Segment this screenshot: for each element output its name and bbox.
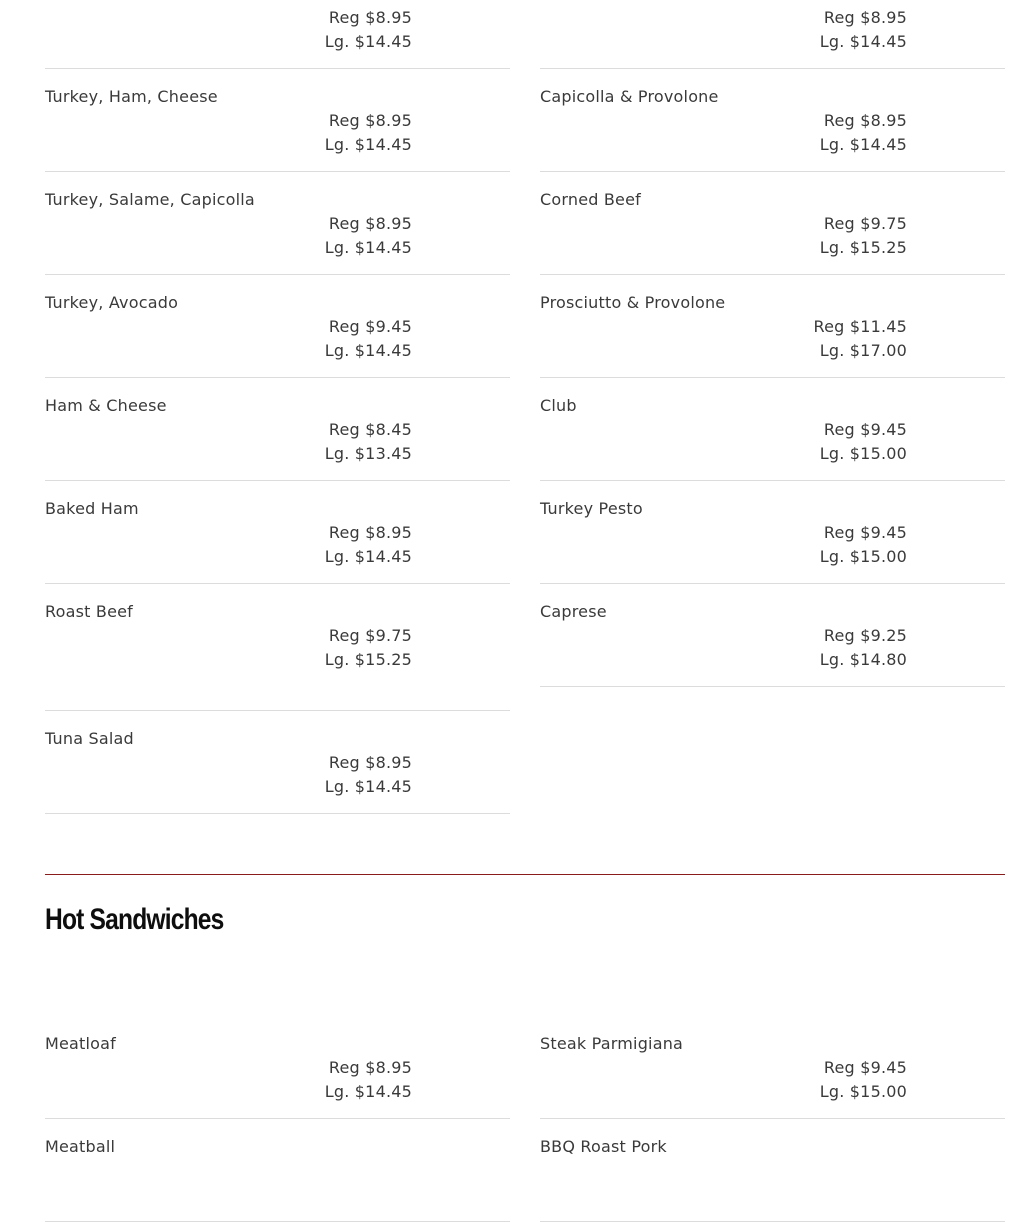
item-name: Steak Parmigiana	[540, 1034, 684, 1053]
regular-price: Reg $11.45	[813, 317, 907, 336]
menu-item	[540, 378, 1005, 481]
large-price: Lg. $14.45	[324, 238, 412, 257]
regular-price: Reg $8.95	[328, 8, 412, 27]
regular-price: Reg $9.75	[823, 214, 907, 233]
section-title-hot-sandwiches: Hot Sandwiches	[45, 903, 224, 936]
item-name: Caprese	[540, 602, 607, 621]
item-name: Roast Beef	[45, 602, 133, 621]
menu-item	[45, 172, 510, 275]
regular-price: Reg $8.95	[823, 8, 907, 27]
regular-price: Reg $9.45	[823, 1058, 907, 1077]
item-name: Turkey, Salame, Capicolla	[45, 190, 255, 209]
item-name: Club	[540, 396, 577, 415]
menu-item	[540, 1119, 1005, 1222]
menu-item-partial	[45, 0, 510, 69]
regular-price: Reg $9.25	[823, 626, 907, 645]
menu-item	[45, 711, 510, 814]
menu-item	[540, 1016, 1005, 1119]
item-name: Corned Beef	[540, 190, 641, 209]
regular-price: Reg $9.45	[328, 317, 412, 336]
item-name: Capicolla & Provolone	[540, 87, 719, 106]
large-price: Lg. $15.00	[819, 444, 907, 463]
item-name: Baked Ham	[45, 499, 139, 518]
regular-price: Reg $8.95	[328, 214, 412, 233]
regular-price: Reg $9.75	[328, 626, 412, 645]
menu-item	[45, 481, 510, 584]
menu-item	[540, 69, 1005, 172]
menu-item	[45, 69, 510, 172]
regular-price: Reg $8.45	[328, 420, 412, 439]
item-name: BBQ Roast Pork	[540, 1137, 667, 1156]
item-name: Meatball	[45, 1137, 116, 1156]
large-price: Lg. $14.45	[324, 135, 412, 154]
regular-price: Reg $9.45	[823, 523, 907, 542]
menu-item	[540, 481, 1005, 584]
large-price: Lg. $15.25	[819, 238, 907, 257]
section-divider	[45, 874, 1005, 875]
item-name: Ham & Cheese	[45, 396, 167, 415]
item-name: Meatloaf	[45, 1034, 116, 1053]
menu-item	[45, 378, 510, 481]
large-price: Lg. $17.00	[819, 341, 907, 360]
large-price: Lg. $14.45	[324, 547, 412, 566]
large-price: Lg. $13.45	[324, 444, 412, 463]
regular-price: Reg $8.95	[823, 111, 907, 130]
large-price: Lg. $14.45	[324, 341, 412, 360]
large-price: Lg. $15.00	[819, 547, 907, 566]
item-name: Turkey Pesto	[540, 499, 643, 518]
large-price: Lg. $14.45	[324, 777, 412, 796]
large-price: Lg. $14.45	[819, 135, 907, 154]
large-price: Lg. $15.25	[324, 650, 412, 669]
large-price: Lg. $15.00	[819, 1082, 907, 1101]
large-price: Lg. $14.45	[324, 1082, 412, 1101]
large-price: Lg. $14.80	[819, 650, 907, 669]
large-price: Lg. $14.45	[324, 32, 412, 51]
menu-item	[45, 1119, 510, 1222]
menu-item	[45, 584, 510, 711]
regular-price: Reg $8.95	[328, 111, 412, 130]
item-name: Turkey, Avocado	[45, 293, 179, 312]
menu-item	[45, 1016, 510, 1119]
regular-price: Reg $8.95	[328, 753, 412, 772]
regular-price: Reg $8.95	[328, 1058, 412, 1077]
item-name: Tuna Salad	[45, 729, 134, 748]
menu-item	[540, 172, 1005, 275]
regular-price: Reg $9.45	[823, 420, 907, 439]
menu-item	[45, 275, 510, 378]
item-name: Prosciutto & Provolone	[540, 293, 726, 312]
item-name: Turkey, Ham, Cheese	[45, 87, 218, 106]
menu-item-partial	[540, 0, 1005, 69]
regular-price: Reg $8.95	[328, 523, 412, 542]
menu-item	[540, 584, 1005, 687]
large-price: Lg. $14.45	[819, 32, 907, 51]
menu-item	[540, 275, 1005, 378]
